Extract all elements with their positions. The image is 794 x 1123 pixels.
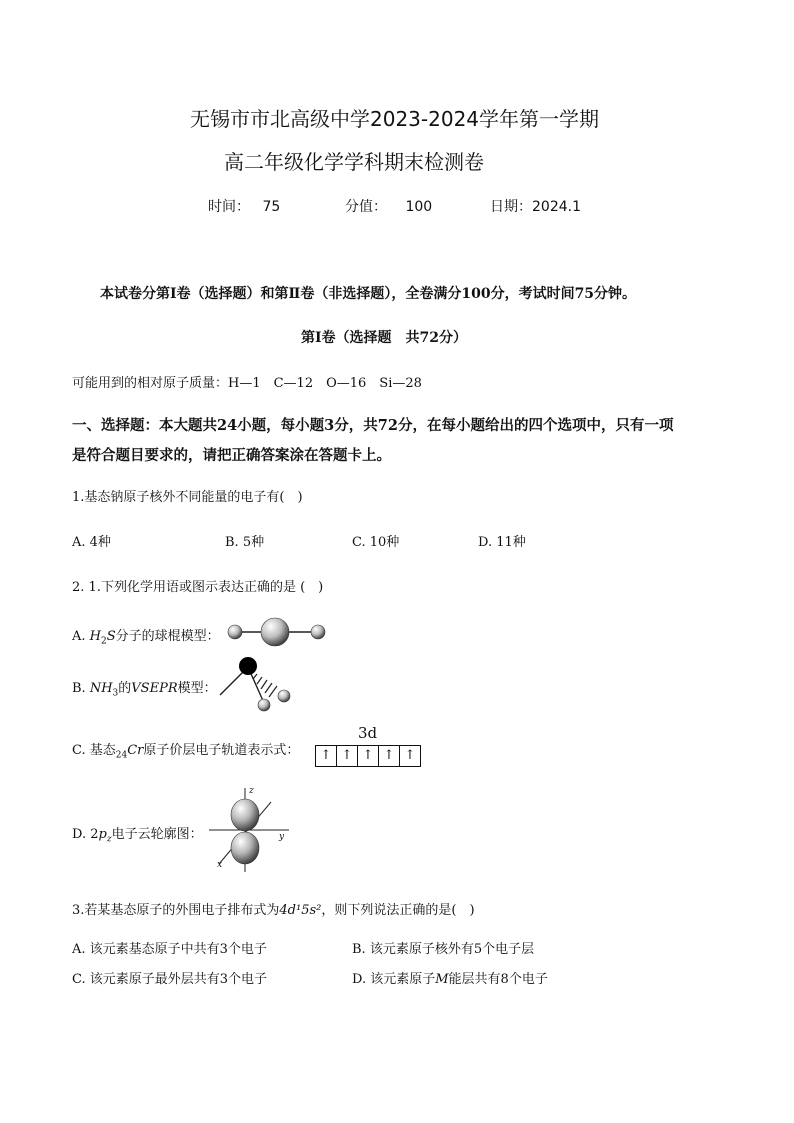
q2-a-sub: 2 — [101, 636, 107, 647]
q3-d-suffix: 能层共有8个电子 — [448, 972, 548, 987]
q2-d-p: p — [98, 827, 107, 842]
q2-option-d — [72, 823, 203, 845]
exam-title-line2: 高二年级化学学科期末检测卷 — [224, 150, 484, 174]
q2-d-sub: z — [106, 834, 112, 845]
score-value: 100 — [405, 199, 433, 215]
q1-option-d: D. 11种 — [478, 535, 526, 550]
axis-x-label: x — [217, 860, 223, 870]
orbital-diagram-3d — [315, 745, 421, 767]
q2-d-suffix: 电子云轮廓图： — [111, 827, 203, 842]
section1-line1: 一、选择题：本大题共24小题，每小题3分，共72分，在每小题给出的四个选项中，只有一项 — [72, 417, 674, 434]
axis-z-label: z — [249, 786, 254, 796]
q3-stem — [72, 899, 475, 918]
time-value: 75 — [262, 199, 281, 215]
exam-title-line1: 无锡市市北高级中学2023-2024学年第一学期 — [190, 107, 600, 131]
q2-c-prefix: C. 基态 — [72, 743, 116, 758]
nh3-vsepr-model — [210, 655, 295, 715]
q3-option-a: A. 该元素基态原子中共有3个电子 — [72, 942, 267, 957]
q2-option-a — [72, 625, 220, 647]
q2-b-prefix: B. — [72, 681, 90, 696]
q2-b-formula: NH — [89, 681, 113, 696]
q2-b-sub: 3 — [112, 688, 119, 699]
q2-a-prefix: A. — [72, 629, 90, 644]
time-label: 时间： — [208, 199, 250, 215]
date-info — [490, 196, 581, 216]
time-info — [208, 196, 280, 216]
q3-option-d — [352, 968, 548, 987]
q2-b-vsepr: VSEPR — [131, 681, 178, 696]
q2-c-mass: 24 — [115, 750, 128, 761]
q3-option-b: B. 该元素原子核外有5个电子层 — [352, 942, 535, 957]
h2s-ball-stick-model — [220, 614, 335, 650]
atomic-masses: 可能用到的相对原子质量：H—1 C—12 O—16 Si—28 — [72, 376, 422, 391]
orbital-box-1: ↑ — [316, 746, 337, 766]
q3-option-c: C. 该元素原子最外层共有3个电子 — [72, 972, 268, 987]
q2-option-b — [72, 677, 217, 699]
q2-b-suffix: 模型： — [177, 681, 217, 696]
q3-d-prefix: D. 该元素原子 — [352, 972, 436, 987]
q3-stem-prefix: 3.若某基态原子的外围电子排布式为 — [72, 903, 280, 918]
q3-d-m: M — [435, 972, 449, 987]
section1-line2: 是符合题目要求的，请把正确答案涂在答题卡上。 — [72, 447, 391, 464]
q2-option-c — [72, 739, 299, 761]
q2-a-formula: H — [89, 629, 101, 644]
q2-stem: 2. 1.下列化学用语或图示表达正确的是 ( ) — [72, 580, 324, 595]
orbital-3d-label: 3d — [358, 724, 378, 742]
orbital-box-3: ↑ — [358, 746, 379, 766]
orbital-box-5: ↑ — [404, 748, 416, 763]
score-info — [345, 196, 432, 216]
date-label: 日期： — [490, 199, 532, 215]
q1-option-b: B. 5种 — [225, 535, 265, 550]
q2-d-prefix: D. 2 — [72, 827, 99, 842]
q1-stem: 1.基态钠原子核外不同能量的电子有( ) — [72, 490, 303, 505]
exam-intro: 本试卷分第Ⅰ卷（选择题）和第Ⅱ卷（非选择题），全卷满分100分，考试时间75分钟。 — [100, 286, 637, 302]
q2-a-formula2: S — [106, 629, 116, 644]
q2-b-mid: 的 — [118, 681, 132, 696]
orbital-box-2: ↑ — [337, 746, 358, 766]
q1-option-c: C. 10种 — [352, 535, 400, 550]
orbital-box-4: ↑ — [379, 746, 400, 766]
axis-y-label: y — [279, 832, 285, 842]
q3-stem-suffix: ，则下列说法正确的是( ) — [321, 903, 475, 918]
q2-c-suffix: 原子价层电子轨道表示式： — [143, 743, 300, 758]
date-value: 2024.1 — [532, 199, 581, 215]
q1-option-a: A. 4种 — [72, 535, 111, 550]
score-label: 分值： — [345, 199, 387, 215]
part1-title: 第Ⅰ卷（选择题 共72分） — [301, 330, 468, 346]
q2-c-element: Cr — [127, 743, 144, 758]
q3-config: 4d¹5s² — [279, 903, 322, 918]
q2-a-suffix: 分子的球棍模型： — [115, 629, 220, 644]
